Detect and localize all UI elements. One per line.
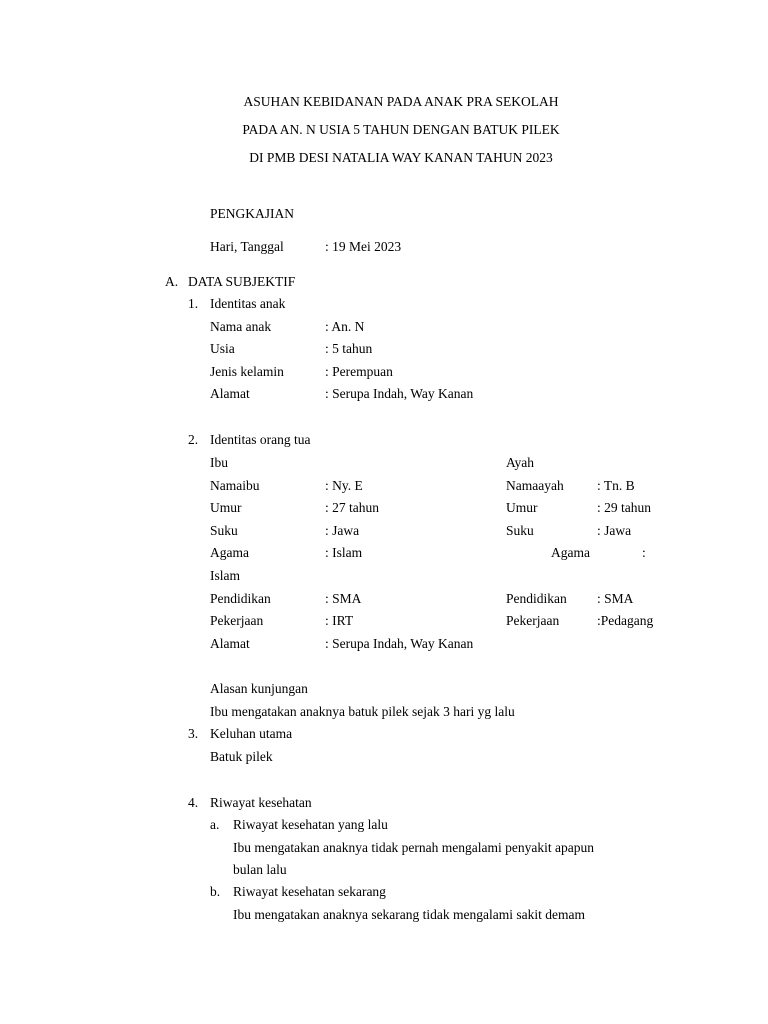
alasan-text: Ibu mengatakan anaknya batuk pilek sejak 3 hari yg lalu [210,704,515,719]
field-value: : Serupa Indah, Way Kanan [325,386,474,401]
ibu-field-label: Agama [210,545,249,560]
riwayat-b-marker: b. [210,884,221,899]
ayah-heading: Ayah [506,455,535,470]
date-value: : 19 Mei 2023 [325,239,402,254]
ayah-agama-label: Agama [551,545,590,560]
keluhan-text: Batuk pilek [210,749,273,764]
ayah-field-value: : 29 tahun [597,500,651,515]
ayah-field-value: : Jawa [597,523,632,538]
ayah-pekerjaan-label: Pekerjaan [506,613,560,628]
ayah-field-label: Namaayah [506,478,564,493]
alasan-heading: Alasan kunjungan [210,681,308,696]
ayah-field-label: Umur [506,500,538,515]
ayah-pendidikan-value: : SMA [597,591,634,606]
identitas-ortu-heading: Identitas orang tua [210,432,311,447]
field-label: Nama anak [210,319,272,334]
ibu-field-label: Namaibu [210,478,260,493]
field-label: Jenis kelamin [210,364,284,379]
riwayat-heading: Riwayat kesehatan [210,795,312,810]
ayah-field-label: Suku [506,523,534,538]
ibu-field-value: : Islam [325,545,363,560]
ayah-agama-value: Islam [210,568,240,583]
ibu-heading: Ibu [210,455,228,470]
pengkajian-heading: PENGKAJIAN [210,206,294,221]
section-a-marker: A. [165,274,179,289]
ibu-field-value: : 27 tahun [325,500,379,515]
riwayat-a-heading: Riwayat kesehatan yang lalu [233,817,388,832]
ayah-pekerjaan-value: :Pedagang [597,613,654,628]
ibu-pekerjaan-label: Pekerjaan [210,613,264,628]
ibu-field-value: : Jawa [325,523,360,538]
field-value: : 5 tahun [325,341,373,356]
riwayat-b-line-1: Ibu mengatakan anaknya sekarang tidak mengalami sakit demam [233,907,585,922]
title-line-1: ASUHAN KEBIDANAN PADA ANAK PRA SEKOLAH [243,94,559,109]
riwayat-a-line-2: bulan lalu [233,862,287,877]
riwayat-a-marker: a. [210,817,220,832]
ibu-field-label: Suku [210,523,238,538]
identitas-anak-heading: Identitas anak [210,296,286,311]
ibu-pendidikan-value: : SMA [325,591,362,606]
keluhan-heading: Keluhan utama [210,726,293,741]
ibu-field-label: Umur [210,500,242,515]
riwayat-b-heading: Riwayat kesehatan sekarang [233,884,386,899]
title-line-2: PADA AN. N USIA 5 TAHUN DENGAN BATUK PILEK [242,122,560,137]
ayah-agama-colon: : [642,545,646,560]
ortu-alamat-value: : Serupa Indah, Way Kanan [325,636,474,651]
field-value: : Perempuan [325,364,393,379]
item-4-number: 4. [188,795,199,810]
date-label: Hari, Tanggal [210,239,284,254]
field-label: Usia [210,341,235,356]
ayah-pendidikan-label: Pendidikan [506,591,567,606]
ibu-pendidikan-label: Pendidikan [210,591,271,606]
ibu-field-value: : Ny. E [325,478,363,493]
item-3-number: 3. [188,726,199,741]
field-value: : An. N [325,319,365,334]
title-line-3: DI PMB DESI NATALIA WAY KANAN TAHUN 2023 [249,150,553,165]
ibu-pekerjaan-value: : IRT [325,613,354,628]
ortu-alamat-label: Alamat [210,636,250,651]
field-label: Alamat [210,386,250,401]
item-1-number: 1. [188,296,199,311]
item-2-number: 2. [188,432,199,447]
riwayat-a-line-1: Ibu mengatakan anaknya tidak pernah mengalami penyakit apapun [233,840,594,855]
section-a-heading: DATA SUBJEKTIF [188,274,296,289]
ayah-field-value: : Tn. B [597,478,635,493]
